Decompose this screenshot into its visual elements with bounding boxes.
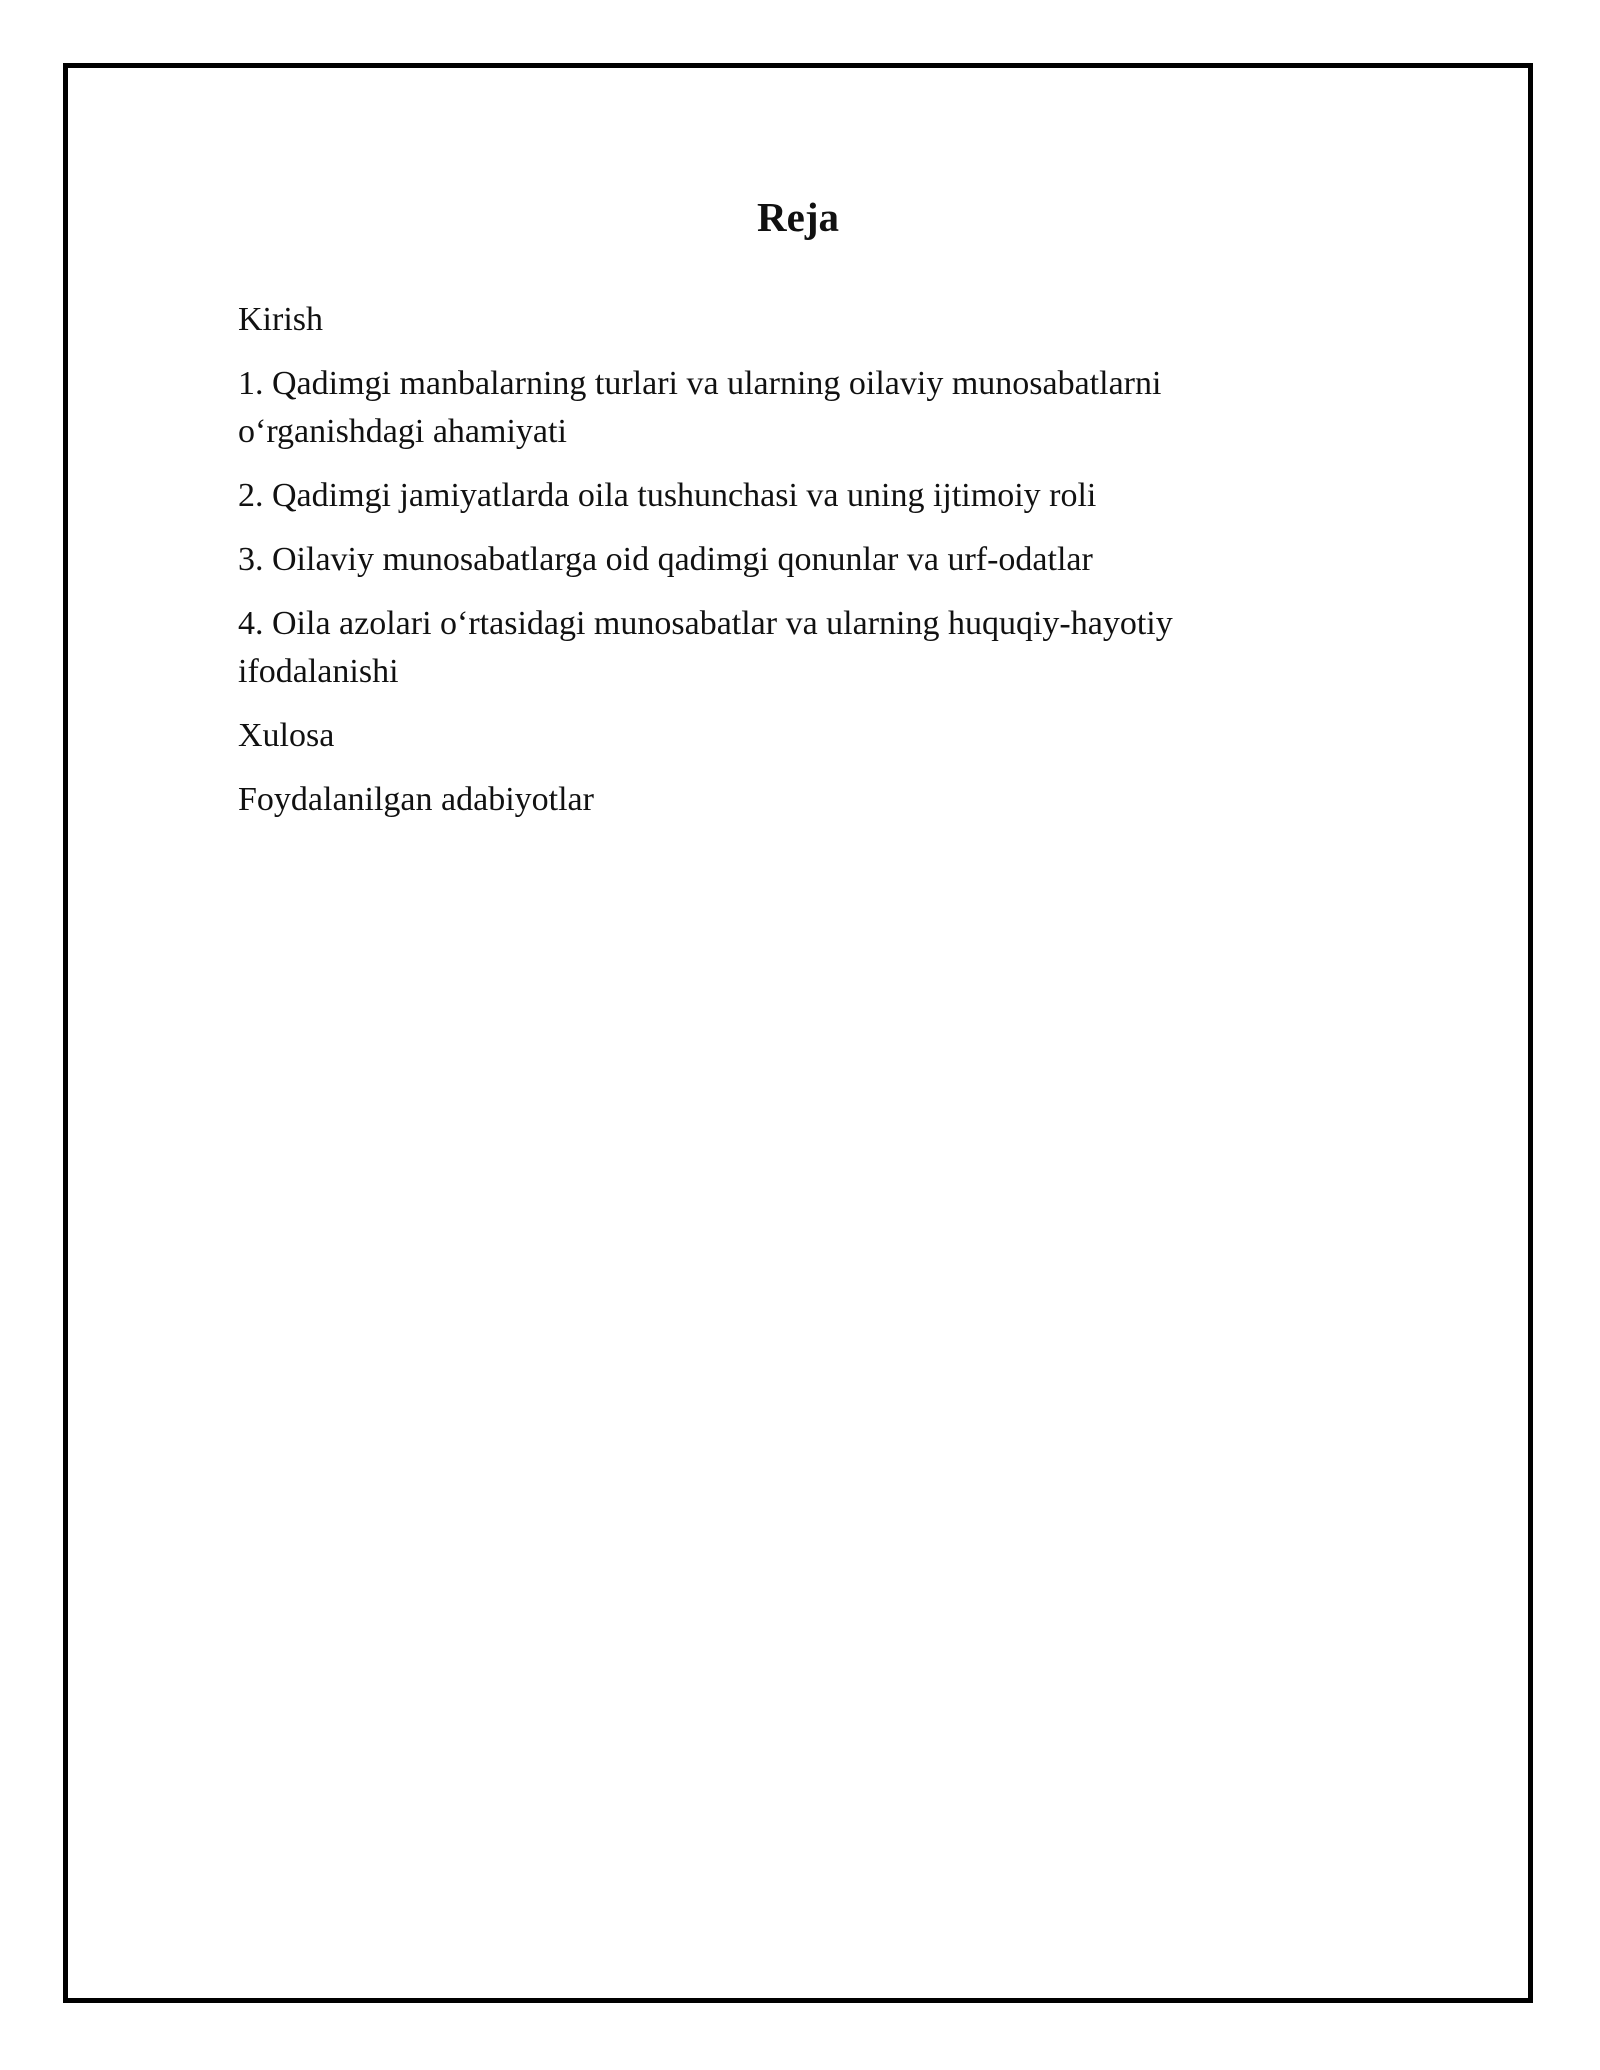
plan-item-conclusion: Xulosa bbox=[238, 717, 335, 754]
plan-item-2: 2. Qadimgi jamiyatlarda oila tushunchasi va uning ijtimoiy roli bbox=[238, 477, 1097, 514]
page-title: Reja bbox=[757, 194, 839, 240]
plan-item-introduction: Kirish bbox=[238, 301, 323, 338]
plan-item-references: Foydalanilgan adabiyotlar bbox=[238, 781, 594, 818]
plan-item-1: 1. Qadimgi manbalarning turlari va ularning oilaviy munosabatlarni o‘rganishdagi ahamiyati bbox=[238, 365, 1162, 450]
page-frame bbox=[63, 63, 1533, 2003]
plan-item-3: 3. Oilaviy munosabatlarga oid qadimgi qonunlar va urf-odatlar bbox=[238, 541, 1093, 578]
plan-list bbox=[238, 296, 1318, 840]
plan-item-4: 4. Oila azolari o‘rtasidagi munosabatlar va ularning huquqiy-hayotiy ifodalanishi bbox=[238, 605, 1173, 690]
